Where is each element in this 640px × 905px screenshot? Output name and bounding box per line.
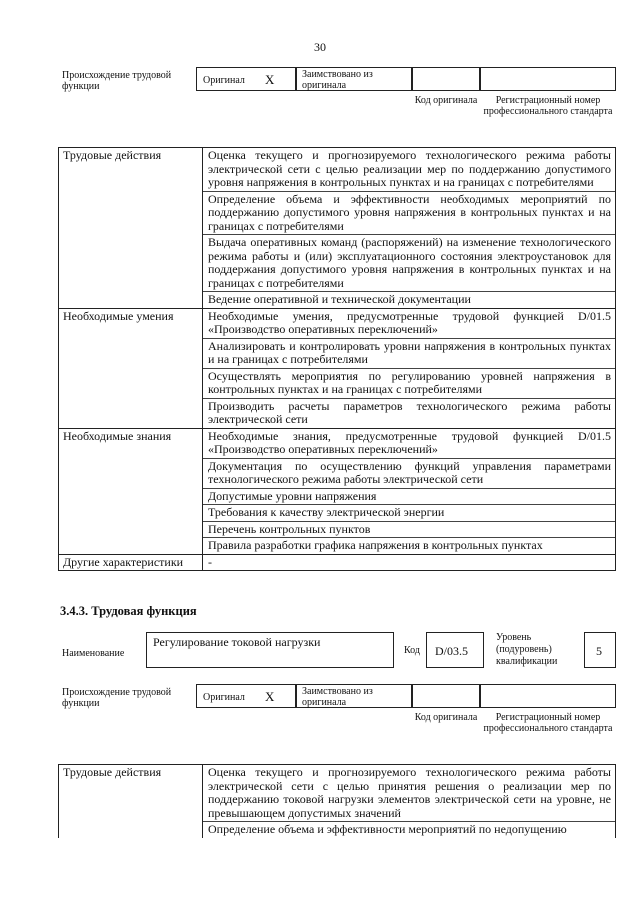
- table-cell: Оценка текущего и прогнозируемого технологического режима работы электрической сети с целью принятия решения о реализации мер по поддержанию токовой нагрузки элементов электрической сети на уровне, не превышающем допустимых значений: [203, 765, 616, 822]
- table-row: [59, 308, 616, 338]
- level-value-box: [584, 632, 616, 668]
- name-value-box: [146, 632, 394, 668]
- level-value: 5: [596, 644, 602, 658]
- origin-code-cell: [412, 684, 480, 708]
- name-label: Наименование: [62, 648, 125, 659]
- table-cell: Определение объема и эффективности мероприятий по недопущению: [203, 822, 616, 838]
- name-value: Регулирование токовой нагрузки: [153, 635, 321, 649]
- origin-borrowed-cell: [296, 67, 412, 91]
- table-cell: Правила разработки графика напряжения в контрольных пунктах: [203, 538, 616, 555]
- code-value: D/03.5: [435, 644, 468, 658]
- origin-code-caption: Код оригинала: [414, 712, 478, 723]
- row-label: Трудовые действия: [59, 148, 203, 309]
- origin-code-caption: Код оригинала: [414, 95, 478, 106]
- table-cell: Производить расчеты параметров технологического режима работы электрической сети: [203, 398, 616, 428]
- row-label: Необходимые умения: [59, 308, 203, 428]
- origin-original-text: Оригинал: [203, 692, 245, 703]
- row-label: Необходимые знания: [59, 428, 203, 554]
- origin-reg-cell: [480, 67, 616, 91]
- origin-mark: X: [265, 72, 275, 87]
- origin-borrowed-text: Заимствовано из оригинала: [302, 686, 373, 708]
- origin-label: Происхождение трудовой функции: [62, 687, 172, 709]
- code-value-box: [426, 632, 484, 668]
- table-cell: Документация по осуществлению функций управления параметрами технологического режима работы электрической сети: [203, 458, 616, 488]
- section-title: 3.4.3. Трудовая функция: [60, 604, 197, 618]
- origin-mark: X: [265, 689, 275, 704]
- table-cell: Допустимые уровни напряжения: [203, 488, 616, 505]
- table-row: [59, 765, 616, 822]
- table-cell: Оценка текущего и прогнозируемого технологического режима работы электрической сети с целью реализации мер по поддержанию допустимого уровня напряжения в контрольных пунктах и на границах с потребителями: [203, 148, 616, 192]
- table-cell: Анализировать и контролировать уровни напряжения в контрольных пунктах и на границах с потребителями: [203, 338, 616, 368]
- table-cell: Ведение оперативной и технической документации: [203, 292, 616, 309]
- row-label: Трудовые действия: [59, 765, 203, 838]
- work-function-table: [58, 147, 616, 571]
- table-cell: Перечень контрольных пунктов: [203, 521, 616, 538]
- table-row: [59, 428, 616, 458]
- table-cell: Необходимые знания, предусмотренные трудовой функцией D/01.5 «Производство оперативных переключений»: [203, 428, 616, 458]
- page-number: 30: [314, 40, 326, 54]
- table-cell: Требования к качеству электрической энергии: [203, 505, 616, 522]
- table-row: [59, 554, 616, 571]
- origin-original-cell: [196, 684, 296, 708]
- table-cell: Определение объема и эффективности необходимых мероприятий по поддержанию допустимого уровня напряжения в контрольных пунктах и на границах с потребителями: [203, 191, 616, 235]
- origin-original-cell: [196, 67, 296, 91]
- code-label: Код: [404, 645, 420, 656]
- origin-reg-cell: [480, 684, 616, 708]
- table-cell: Выдача оперативных команд (распоряжений) на изменение технологического режима работы и (или) эксплуатационного состояния электроустановок для поддержания допустимого уровня напряжения в контрольных пунктах и на границах с потребителями: [203, 235, 616, 292]
- level-label: Уровень (подуровень) квалификации: [496, 632, 558, 667]
- work-function-table: [58, 764, 616, 838]
- origin-borrowed-cell: [296, 684, 412, 708]
- origin-code-cell: [412, 67, 480, 91]
- origin-original-text: Оригинал: [203, 75, 245, 86]
- origin-reg-caption: Регистрационный номер профессионального стандарта: [483, 95, 613, 117]
- table-cell: Необходимые умения, предусмотренные трудовой функцией D/01.5 «Производство оперативных переключений»: [203, 308, 616, 338]
- origin-borrowed-text: Заимствовано из оригинала: [302, 69, 373, 91]
- table-cell: -: [203, 554, 616, 571]
- table-cell: Осуществлять мероприятия по регулированию уровней напряжения в контрольных пунктах и на границах с потребителями: [203, 368, 616, 398]
- origin-reg-caption: Регистрационный номер профессионального стандарта: [483, 712, 613, 734]
- table-row: [59, 148, 616, 192]
- origin-label: Происхождение трудовой функции: [62, 70, 172, 92]
- row-label: Другие характеристики: [59, 554, 203, 571]
